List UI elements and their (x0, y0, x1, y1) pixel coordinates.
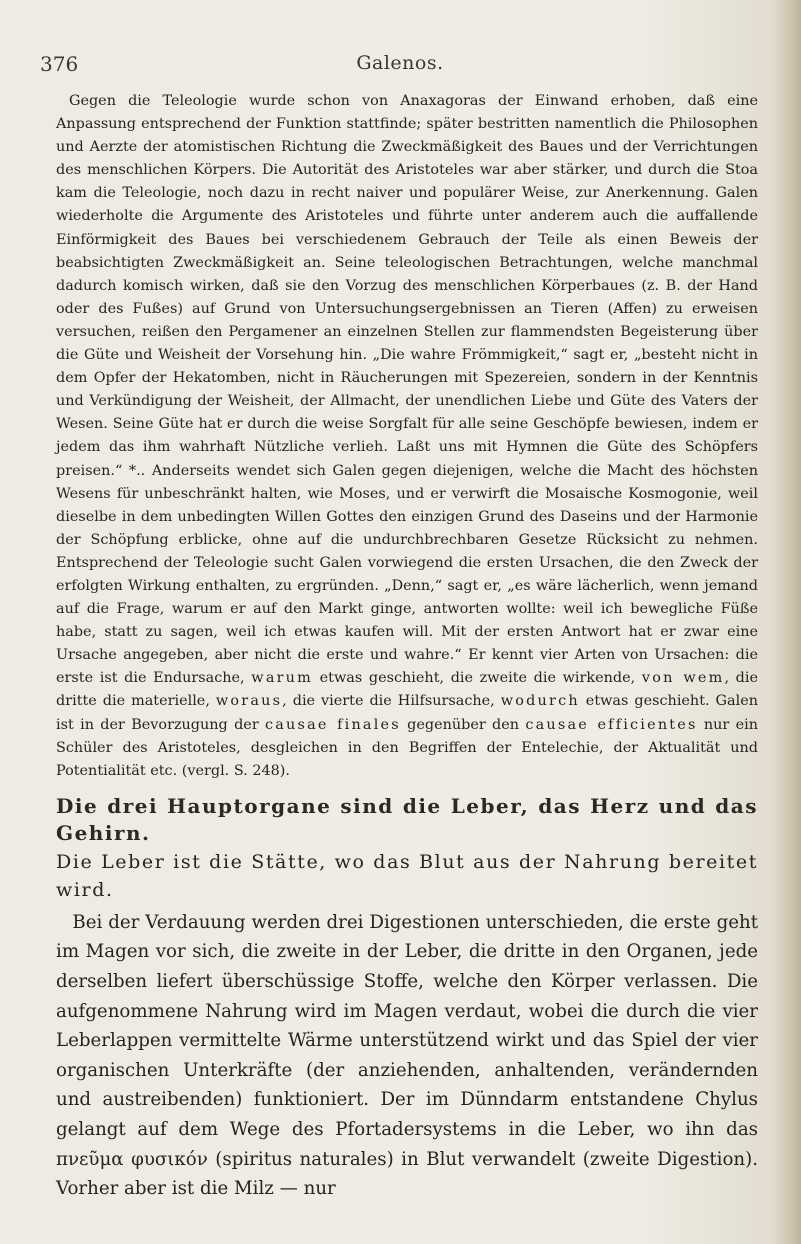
paragraph-teleology-text: nur ein Schüler des Aristoteles, desgleichen in den Begriffen der Entelechie, der Aktualität und Potentialität etc. (vergl. S. 248). (56, 716, 759, 779)
spaced-term-von-wem: von wem (641, 670, 725, 687)
page-number: 376 (40, 52, 79, 76)
paragraph-digestion: Bei der Verdauung werden drei Digestionen unterschieden, die erste geht im Magen vor sich, die zweite in der Leber, die dritte in den Organen, jede derselben liefert überschüssige Stoffe, welche den Körper verlassen. Die aufgenommene Nahrung wird im Magen verdaut, wobei die durch die vier Leberlappen vermittelte Wärme unterstützend wirkt und das Spiel der vier organischen Unterkräfte (der anziehenden, anhaltenden, verändernden und austreibenden) funktioniert. Der im Dünndarm entstandene Chylus gelangt auf dem Wege des Pfortadersystems in die Leber, wo ihn das πνεῦμα φυσικόν (spiritus naturales) in Blut verwandelt (zweite Digestion). Vorher aber ist die Milz — nur (56, 911, 758, 1200)
paragraph-teleology-text: , die vierte die Hilfsursache, (282, 693, 501, 710)
paragraph-teleology-text: etwas geschieht. Galen ist in der Bevorzugung der (56, 693, 759, 733)
paragraph-teleology-text: etwas geschieht, die zweite die wirkende, (313, 670, 642, 687)
paragraph-teleology-text: gegenüber den (400, 716, 526, 733)
paragraph-teleology-text: , die dritte die materielle, (56, 670, 759, 710)
paragraph-teleology-text: Gegen die Teleologie wurde schon von Anaxagoras der Einwand erhoben, daß eine Anpassung entsprechend der Funktion stattfinde; später bestritten namentlich die Philosophen und Aerzte der atomistischen Richtung die Zweckmäßigkeit des Baues und der Verrichtungen des menschlichen Körpers. Die Autorität des Aristoteles war aber stärker, und durch die Stoa kam die Teleologie, noch dazu in recht naiver und populärer Weise, zur Anerkennung. Galen wiederholte die Argumente des Aristoteles und führte unter anderem auch die auffallende Einförmigkeit des Baues bei verschiedenem Gebrauch der Teile als einen Beweis der beabsichtigten Zweckmäßigkeit an. Seine teleologischen Betrachtungen, welche manchmal dadurch komisch wirken, daß sie den Vorzug des menschlichen Körperbaues (z. B. der Hand oder des Fußes) auf Grund von Untersuchungsergebnissen an Tieren (Affen) zu erweisen versuchen, reißen den Pergamener an einzelnen Stellen zur flammendsten Begeisterung über die Güte und Weisheit der Vorsehung hin. „Die wahre Frömmigkeit,“ sagt er, „besteht nicht in dem Opfer der Hekatomben, nicht in Räucherungen mit Spezereien, sondern in der Kenntnis und Verkündigung der Weisheit, der Allmacht, der unendlichen Liebe und Güte des Vaters der Wesen. Seine Güte hat er durch die weise Sorgfalt für alle seine Geschöpfe bewiesen, indem er jedem das ihm wahrhaft Nützliche verlieh. Laßt uns mit Hymnen die Güte des Schöpfers preisen.“ *.. Anderseits wendet sich Galen gegen diejenigen, welche die Macht des höchsten Wesens für unbeschränkt halten, wie Moses, und er verwirft die Mosaische Kosmogonie, weil dieselbe in dem unbedingten Willen Gottes den einzigen Grund des Daseins und der Harmonie der Schöpfung erblicke, ohne auf die undurchbrechbaren Gesetze Rücksicht zu nehmen. Entsprechend der Teleologie sucht Galen vorwiegend die ersten Ursachen, die den Zweck der erfolgten Wirkung enthalten, zu ergründen. „Denn,“ sagt er, „es wäre lächerlich, wenn jemand auf die Frage, warum er auf den Markt ginge, antworten wollte: weil ich bewegliche Füße habe, statt zu sagen, weil ich etwas kaufen will. Mit der ersten Antwort hat er zwar eine Ursache angegeben, aber nicht die erste und wahre.“ Er kennt vier Arten von Ursachen: die erste ist die Endursache, (56, 93, 758, 687)
section-subheading: Die Leber ist die Stätte, wo das Blut aus der Nahrung bereitet wird. (56, 850, 758, 901)
page-edge-shadow (775, 0, 801, 1244)
spaced-term-woraus: woraus (215, 693, 283, 710)
spaced-term-wodurch: wodurch (500, 693, 580, 710)
spaced-term-causae-efficientes: causae efficientes (525, 716, 698, 733)
section-heading: Die drei Hauptorgane sind die Leber, das Herz und das Gehirn. (56, 793, 758, 845)
spaced-term-warum: warum (251, 670, 313, 687)
running-title: Galenos. (356, 52, 444, 74)
text-body (56, 90, 758, 1204)
page-header (40, 52, 760, 76)
paragraph-teleology (56, 90, 758, 783)
spaced-term-causae-finales: causae finales (265, 716, 401, 733)
